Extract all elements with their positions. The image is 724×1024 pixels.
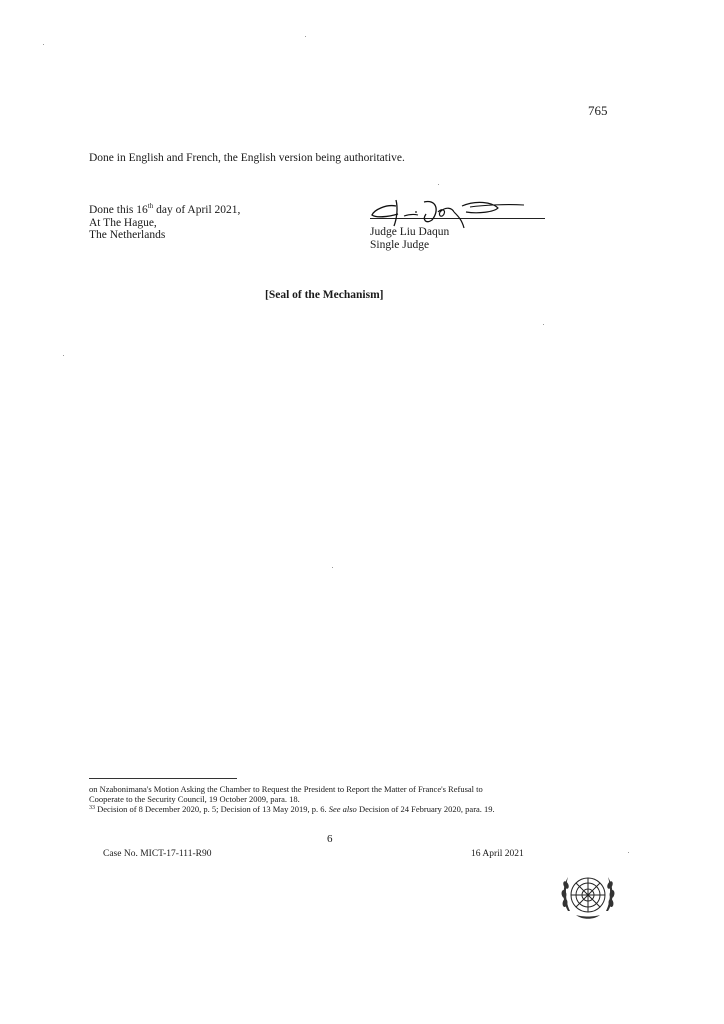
place-line-city: At The Hague, <box>89 216 157 229</box>
footnotes <box>89 784 495 814</box>
scan-speck <box>438 184 439 185</box>
scan-speck <box>332 567 333 568</box>
footnote-continued-2: Cooperate to the Security Council, 19 October 2009, para. 18. <box>89 794 300 804</box>
signatory-block <box>370 226 449 252</box>
seal-label: [Seal of the Mechanism] <box>265 289 384 301</box>
un-emblem-icon <box>556 865 620 929</box>
date-place-block <box>89 204 240 242</box>
scan-speck <box>543 324 544 325</box>
scan-speck <box>305 36 306 37</box>
page-number: 6 <box>327 833 333 845</box>
signatory-role: Single Judge <box>370 239 430 251</box>
footnote-continued: on Nzabonimana's Motion Asking the Chamber to Request the President to Report the Matter of France's Refusal to <box>89 784 483 794</box>
scan-speck <box>43 44 44 45</box>
footnote-33: $^{33}$ Decision of 8 December 2020, p. 5; Decision of 13 May 2019, p. 6. See also Decision of 24 February 2020, para. 19. <box>89 804 495 814</box>
date-line: Done this 16th day of April 2021, <box>89 202 241 216</box>
scan-speck <box>628 852 629 853</box>
scan-speck <box>63 355 64 356</box>
closing-language-line: Done in English and French, the English version being authoritative. <box>89 152 405 164</box>
place-line-country: The Netherlands <box>89 229 166 241</box>
case-number: Case No. MICT-17-111-R90 <box>103 849 212 859</box>
signatory-name: Judge Liu Daqun <box>370 226 450 238</box>
stamp-number: 765 <box>588 103 608 118</box>
footnote-separator <box>89 778 237 779</box>
footer-date: 16 April 2021 <box>471 849 524 859</box>
